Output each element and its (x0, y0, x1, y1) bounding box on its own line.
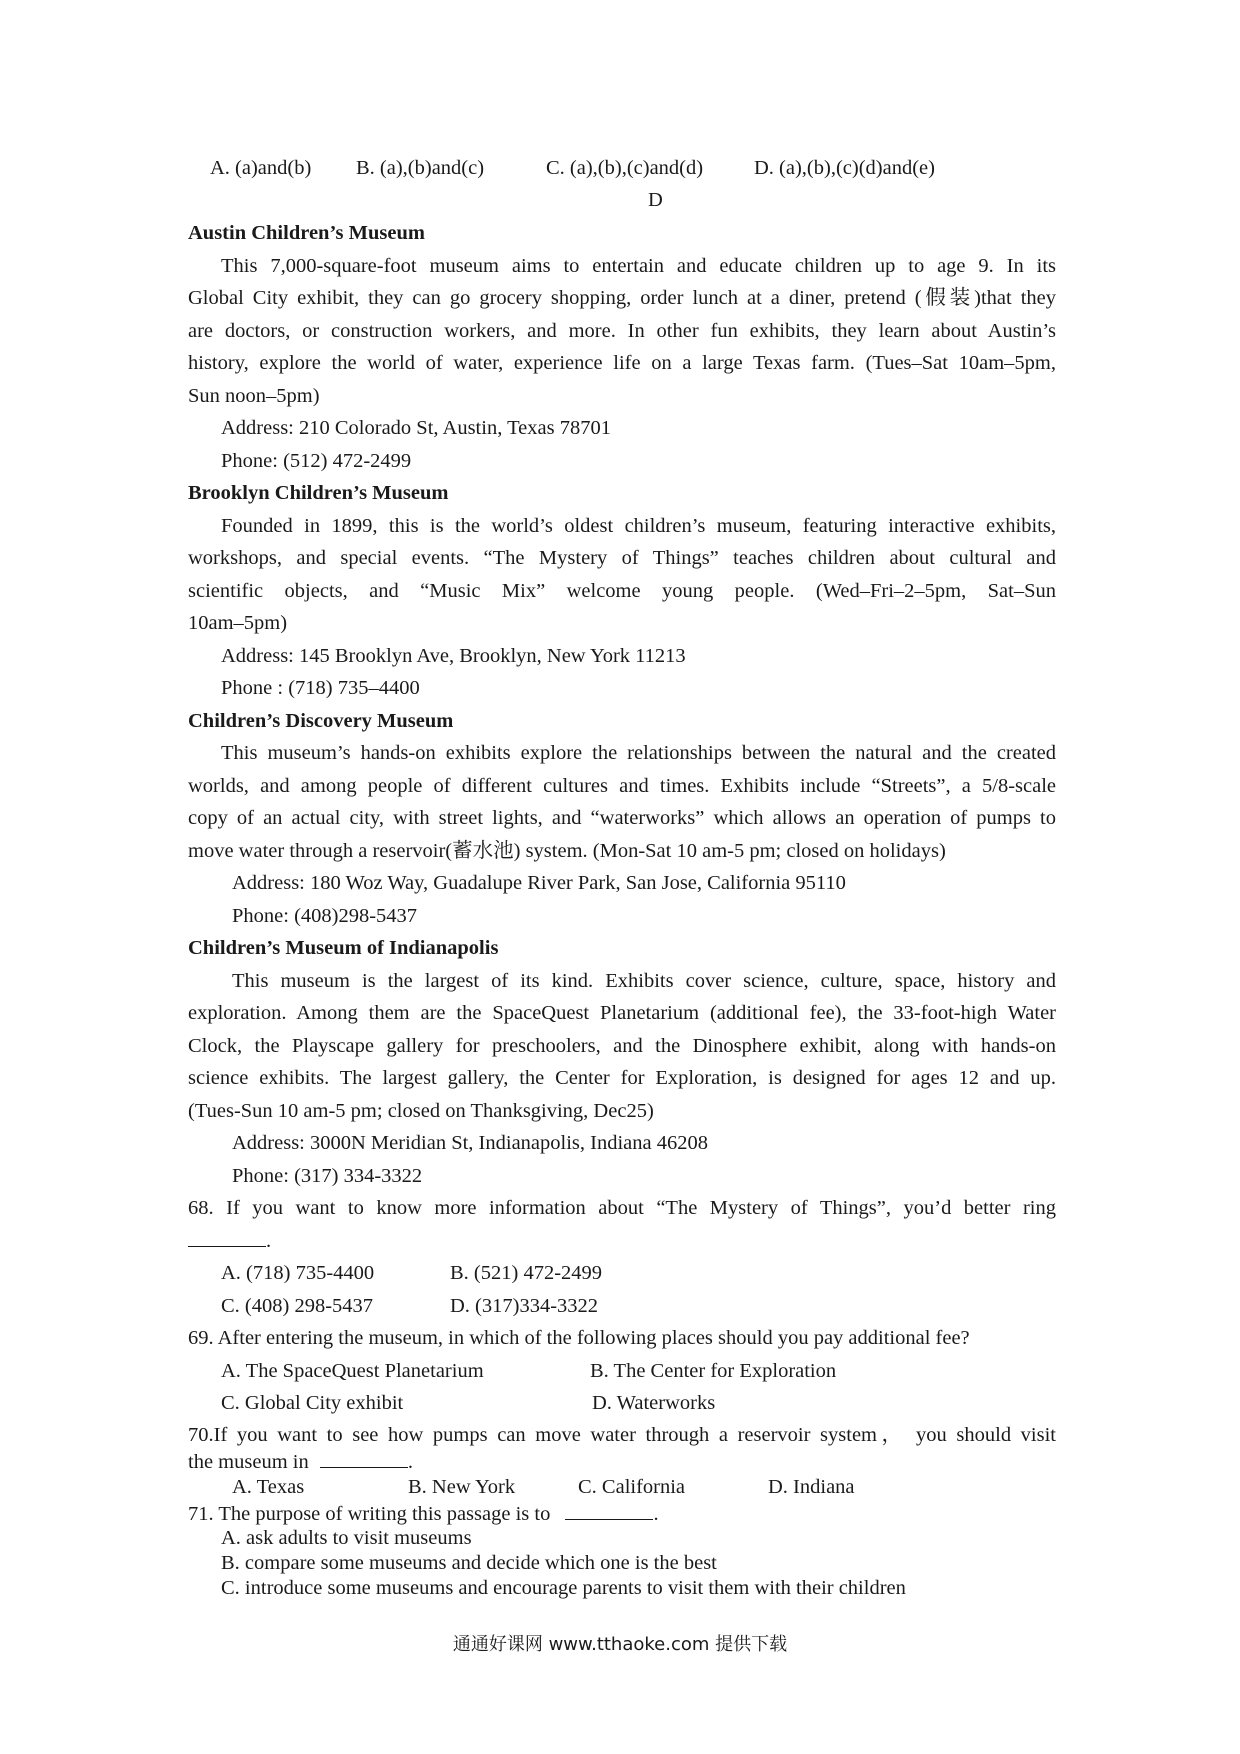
question-69-option-b: B. The Center for Exploration (590, 1360, 837, 1382)
museum-title: Austin Children’s Museum (188, 222, 425, 244)
page-footer: 通通好课网 www.tthaoke.com 提供下载 (452, 1634, 788, 1655)
museum-address: Address: 3000N Meridian St, Indianapolis, Indiana 46208 (232, 1132, 708, 1154)
museum-title: Children’s Museum of Indianapolis (188, 937, 499, 959)
prev-option-c: C. (a),(b),(c)and(d) (546, 157, 704, 179)
museum-desc-line: Global City exhibit, they can go grocery shopping, order lunch at a diner, pretend (假装)that they (188, 287, 1056, 309)
museum-phone: Phone: (512) 472-2499 (221, 450, 412, 472)
museum-address: Address: 145 Brooklyn Ave, Brooklyn, New York 11213 (221, 645, 686, 667)
question-68-stem: 68. If you want to know more information about “The Mystery of Things”, you’d better ring (188, 1197, 1056, 1219)
answer-blank (320, 1451, 408, 1468)
museum-desc-line: Sun noon–5pm) (188, 385, 320, 407)
museum-desc-line: exploration. Among them are the SpaceQuest Planetarium (additional fee), the 33-foot-high Water (188, 1002, 1056, 1024)
museum-desc-line: worlds, and among people of different cultures and times. Exhibits include “Streets”, a 5/8-scale (188, 775, 1056, 797)
museum-desc-line: history, explore the world of water, experience life on a large Texas farm. (Tues–Sat 10am–5pm, (188, 352, 1056, 374)
question-71-option-c: C. introduce some museums and encourage parents to visit them with their children (221, 1577, 906, 1599)
prev-option-a: A. (a)and(b) (210, 157, 312, 179)
museum-phone: Phone: (408)298-5437 (232, 905, 418, 927)
answer-blank (188, 1230, 266, 1247)
museum-desc-line: copy of an actual city, with street lights, and “waterworks” which allows an operation of pumps to (188, 807, 1056, 829)
museum-title: Children’s Discovery Museum (188, 710, 454, 732)
question-70-option-c: C. California (578, 1476, 686, 1498)
question-71-end: . (653, 1503, 659, 1525)
museum-address: Address: 180 Woz Way, Guadalupe River Park, San Jose, California 95110 (232, 872, 846, 894)
question-68-option-b: B. (521) 472-2499 (450, 1262, 603, 1284)
question-68-option-c: C. (408) 298-5437 (221, 1295, 374, 1317)
museum-desc-line: scientific objects, and “Music Mix” welcome young people. (Wed–Fri–2–5pm, Sat–Sun (188, 580, 1056, 602)
question-70-stem-line2 (188, 1451, 413, 1473)
museum-phone: Phone: (317) 334-3322 (232, 1165, 423, 1187)
question-70-option-d: D. Indiana (768, 1476, 855, 1498)
prev-option-d: D. (a),(b),(c)(d)and(e) (754, 157, 935, 179)
question-69-option-d: D. Waterworks (592, 1392, 716, 1414)
museum-desc-line: workshops, and special events. “The Mystery of Things” teaches children about cultural and (188, 547, 1056, 569)
answer-blank (565, 1503, 653, 1520)
question-69-option-c: C. Global City exhibit (221, 1392, 404, 1414)
question-68-option-d: D. (317)334-3322 (450, 1295, 599, 1317)
museum-desc-line: (Tues-Sun 10 am-5 pm; closed on Thanksgiving, Dec25) (188, 1100, 654, 1122)
question-70-stem-text: the museum in (188, 1451, 309, 1473)
museum-desc-line: are doctors, or construction workers, and more. In other fun exhibits, they learn about Austin’s (188, 320, 1056, 342)
question-70-option-a: A. Texas (232, 1476, 305, 1498)
museum-title: Brooklyn Children’s Museum (188, 482, 449, 504)
prev-answer: D (648, 189, 663, 211)
museum-desc-line: 10am–5pm) (188, 612, 288, 634)
question-68-option-a: A. (718) 735-4400 (221, 1262, 375, 1284)
question-71-option-b: B. compare some museums and decide which one is the best (221, 1552, 717, 1574)
museum-desc-line: Clock, the Playscape gallery for preschoolers, and the Dinosphere exhibit, along with hands-on (188, 1035, 1056, 1057)
question-71-stem: 71. The purpose of writing this passage is to (188, 1503, 551, 1525)
question-71-stem-line (188, 1503, 659, 1525)
question-68-end: . (266, 1230, 272, 1252)
museum-desc-line: This museum is the largest of its kind. Exhibits cover science, culture, space, history and (232, 970, 1056, 992)
question-69-option-a: A. The SpaceQuest Planetarium (221, 1360, 484, 1382)
question-69-stem: 69. After entering the museum, in which of the following places should you pay additional fee? (188, 1327, 970, 1349)
question-70-stem: 70.If you want to see how pumps can move water through a reservoir system， you should visit (188, 1424, 1056, 1446)
question-70-end: . (407, 1451, 413, 1473)
museum-address: Address: 210 Colorado St, Austin, Texas 78701 (221, 417, 611, 439)
prev-option-b: B. (a),(b)and(c) (356, 157, 485, 179)
museum-phone: Phone : (718) 735–4400 (221, 677, 420, 699)
museum-desc-line: This museum’s hands-on exhibits explore the relationships between the natural and the created (221, 742, 1056, 764)
question-70-option-b: B. New York (408, 1476, 516, 1498)
museum-desc-line: move water through a reservoir(蓄水池) system. (Mon-Sat 10 am-5 pm; closed on holidays) (188, 840, 946, 862)
museum-desc-line: Founded in 1899, this is the world’s oldest children’s museum, featuring interactive exhibits, (221, 515, 1056, 537)
question-68-blank-line (188, 1230, 271, 1252)
museum-desc-line: This 7,000-square-foot museum aims to entertain and educate children up to age 9. In its (221, 255, 1056, 277)
question-71-option-a: A. ask adults to visit museums (221, 1527, 472, 1549)
museum-desc-line: science exhibits. The largest gallery, the Center for Exploration, is designed for ages 12 and up. (188, 1067, 1056, 1089)
